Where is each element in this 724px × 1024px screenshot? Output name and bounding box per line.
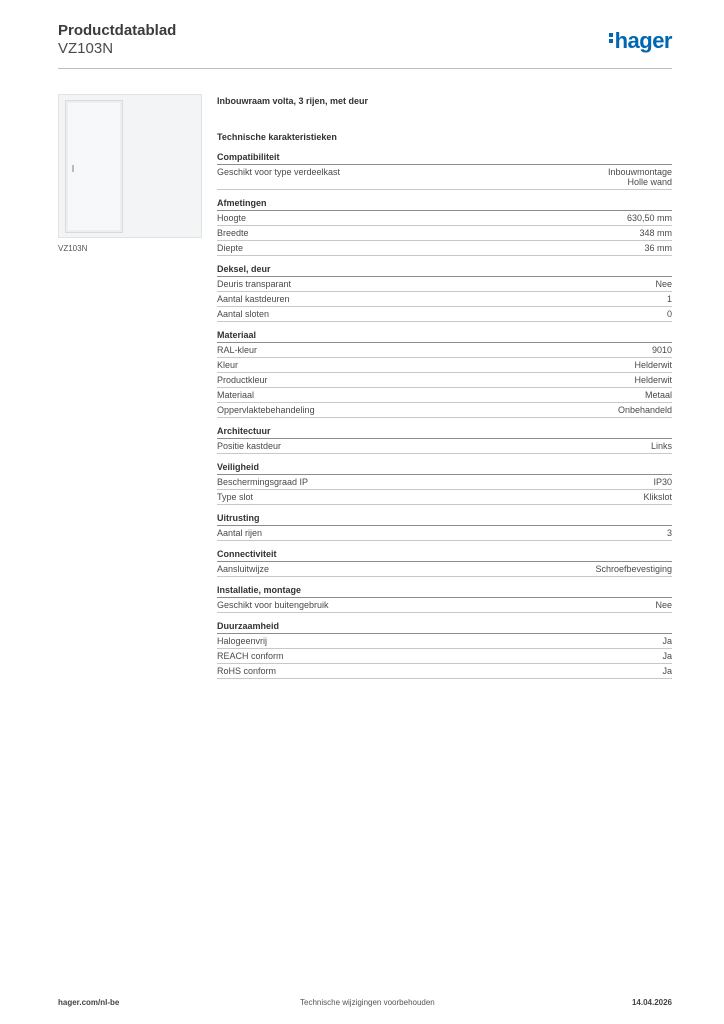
section-title: Veiligheid (217, 461, 672, 475)
door-panel-icon (65, 100, 123, 233)
spec-section (217, 151, 672, 190)
spec-value-line: Nee (655, 600, 672, 610)
footer-disclaimer: Technische wijzigingen voorbehouden (300, 998, 435, 1007)
spec-label: Aansluitwijze (217, 564, 270, 574)
spec-value (595, 564, 672, 574)
spec-value-line: Klikslot (643, 492, 672, 502)
spec-value-line: Ja (662, 636, 672, 646)
spec-value (627, 213, 672, 223)
spec-value (667, 294, 672, 304)
spec-value-line: Holle wand (627, 177, 672, 187)
spec-label: Geschikt voor type verdeelkast (217, 167, 341, 177)
section-title: Materiaal (217, 329, 672, 343)
spec-value (618, 405, 672, 415)
spec-row (217, 292, 672, 307)
spec-value (662, 636, 672, 646)
spec-label: Productkleur (217, 375, 268, 385)
spec-row (217, 664, 672, 679)
spec-label: Diepte (217, 243, 244, 253)
section-title: Uitrusting (217, 512, 672, 526)
spec-label: Hoogte (217, 213, 247, 223)
spec-row (217, 403, 672, 418)
spec-row (217, 373, 672, 388)
spec-label: Breedte (217, 228, 249, 238)
hager-logo (609, 28, 672, 54)
spec-label: Oppervlaktebehandeling (217, 405, 315, 415)
spec-section (217, 197, 672, 256)
spec-value (645, 390, 672, 400)
spec-value-line: Metaal (644, 390, 672, 400)
spec-value (662, 666, 672, 676)
section-title: Deksel, deur (217, 263, 672, 277)
section-title: Architectuur (217, 425, 672, 439)
spec-label: RoHS conform (217, 666, 277, 676)
spec-row (217, 439, 672, 454)
spec-label: Beschermingsgraad IP (217, 477, 309, 487)
spec-label: Aantal rijen (217, 528, 263, 538)
spec-label: Positie kastdeur (217, 441, 282, 451)
spec-section (217, 584, 672, 613)
spec-row (217, 307, 672, 322)
spec-value-line: Inbouwmontage (607, 167, 672, 177)
spec-value-line: Links (650, 441, 672, 451)
footer-date: 14.04.2026 (631, 998, 672, 1007)
spec-row (217, 358, 672, 373)
section-title: Installatie, montage (217, 584, 672, 598)
spec-row (217, 241, 672, 256)
spec-value-line: 9010 (651, 345, 672, 355)
door-handle-icon (72, 165, 74, 172)
spec-value (639, 228, 672, 238)
spec-value-line: Nee (655, 279, 672, 289)
document-header (58, 22, 176, 58)
spec-value (653, 477, 672, 487)
spec-value-line: 630,50 mm (626, 213, 672, 223)
spec-section (217, 512, 672, 541)
spec-row (217, 388, 672, 403)
spec-value (634, 375, 672, 385)
spec-value-line: 348 mm (639, 228, 672, 238)
section-title: Afmetingen (217, 197, 672, 211)
spec-sections (217, 151, 672, 679)
spec-label: Materiaal (217, 390, 255, 400)
spec-value (634, 360, 672, 370)
logo-text: hager (614, 28, 672, 53)
product-code: VZ103N (58, 40, 114, 57)
spec-value (655, 600, 672, 610)
spec-row (217, 490, 672, 505)
spec-value-line: 36 mm (644, 243, 672, 253)
spec-row (217, 598, 672, 613)
document-title: Productdatablad (58, 22, 177, 39)
spec-content (217, 94, 672, 679)
spec-value-line: 3 (666, 528, 672, 538)
spec-section (217, 425, 672, 454)
spec-label: Halogeenvrij (217, 636, 268, 646)
spec-value (655, 279, 672, 289)
spec-row (217, 211, 672, 226)
spec-label: Deuris transparant (217, 279, 292, 289)
spec-value (608, 167, 672, 187)
image-caption: VZ103N (58, 244, 88, 253)
spec-value-line: Helderwit (634, 360, 672, 370)
spec-row (217, 634, 672, 649)
spec-value (643, 492, 672, 502)
section-title: Duurzaamheid (217, 620, 672, 634)
spec-label: RAL-kleur (217, 345, 258, 355)
spec-label: Geschikt voor buitengebruik (217, 600, 329, 610)
spec-label: Aantal sloten (217, 309, 270, 319)
spec-row (217, 562, 672, 577)
spec-section (217, 329, 672, 418)
product-image (58, 94, 202, 238)
logo-dots-icon (609, 31, 613, 45)
spec-value-line: Helderwit (634, 375, 672, 385)
spec-label: Kleur (217, 360, 239, 370)
spec-section (217, 461, 672, 505)
spec-value (651, 441, 672, 451)
spec-row (217, 226, 672, 241)
spec-row (217, 649, 672, 664)
spec-row (217, 343, 672, 358)
technical-characteristics-title: Technische karakteristieken (217, 132, 337, 142)
spec-label: Aantal kastdeuren (217, 294, 290, 304)
spec-value (662, 651, 672, 661)
spec-label: Type slot (217, 492, 254, 502)
spec-value-line: Ja (662, 666, 672, 676)
header-divider (58, 68, 672, 69)
spec-value-line: 1 (666, 294, 672, 304)
spec-value (667, 309, 672, 319)
spec-row (217, 475, 672, 490)
spec-value (652, 345, 672, 355)
spec-value-line: 0 (666, 309, 672, 319)
spec-row (217, 165, 672, 190)
spec-value-line: Onbehandeld (617, 405, 672, 415)
spec-row (217, 526, 672, 541)
spec-value-line: Schroefbevestiging (595, 564, 672, 574)
product-description: Inbouwraam volta, 3 rijen, met deur (217, 96, 369, 106)
spec-row (217, 277, 672, 292)
spec-value (667, 528, 672, 538)
section-title: Compatibiliteit (217, 151, 672, 165)
spec-value (644, 243, 672, 253)
spec-value-line: Ja (662, 651, 672, 661)
footer-website: hager.com/nl-be (58, 998, 120, 1007)
section-title: Connectiviteit (217, 548, 672, 562)
spec-section (217, 548, 672, 577)
spec-value-line: IP30 (653, 477, 672, 487)
spec-section (217, 263, 672, 322)
spec-label: REACH conform (217, 651, 284, 661)
spec-section (217, 620, 672, 679)
